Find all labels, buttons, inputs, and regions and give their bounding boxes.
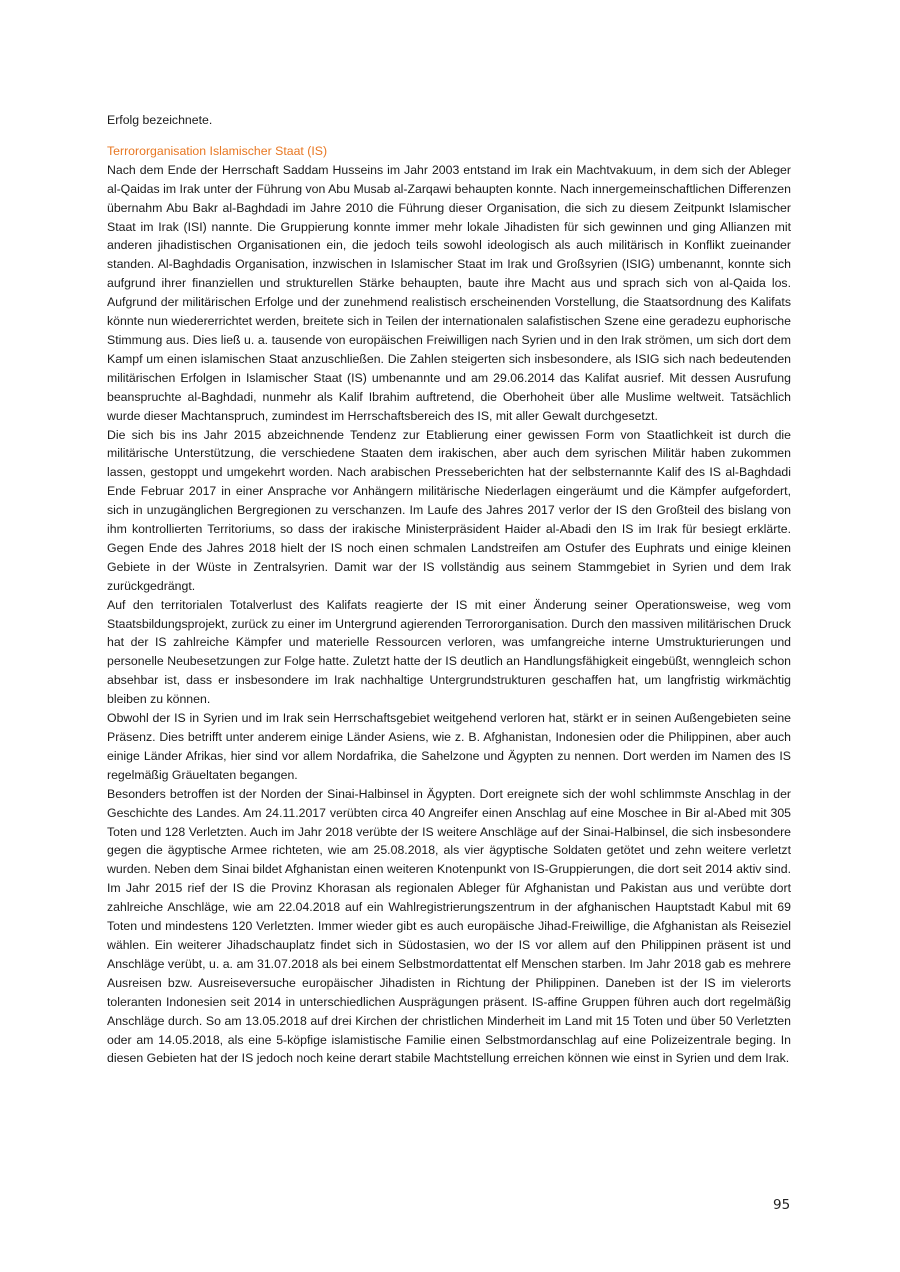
page-number: 95 [773, 1197, 791, 1213]
body-paragraph-3: Auf den territorialen Totalverlust des Kalifats reagierte der IS mit einer Änderung seiner Operationsweise, weg vom Staatsbildungsprojekt, zurück zu einer im Untergrund agierenden Terrororganisation. Durch den massiven militärischen Druck hat der IS zahlreiche Kämpfer und materielle Ressourcen verloren, was umfangreiche interne Umstrukturierungen und personelle Neubesetzungen zur Folge hatte. Zuletzt hatte der IS deutlich an Handlungsfähigkeit eingebüßt, wenngleich schon absehbar ist, dass er insbesondere im Irak nachhaltige Untergrundstrukturen geschaffen hat, um langfristig wirkmächtig bleiben zu können. [107, 597, 791, 707]
body-paragraph-1: Nach dem Ende der Herrschaft Saddam Husseins im Jahr 2003 entstand im Irak ein Machtvakuum, in dem sich der Ableger al-Qaidas im Irak unter der Führung von Abu Musab al-Zarqawi behaupten konnte. Nach innergemeinschaftlichen Differenzen übernahm Abu Bakr al-Baghdadi im Jahre 2010 die Führung dieser Organisation, die sich zu diesem Zeitpunkt Islamischer Staat im Irak (ISI) nannte. Die Gruppierung konnte immer mehr lokale Jihadisten für sich gewinnen und ging Allianzen mit anderen jihadistischen Organisationen ein, die jedoch teils sowohl ideologisch als auch militärisch in Konflikt zueinander standen. Al-Baghdadis Organisation, inzwischen in Islamischer Staat im Irak und Großsyrien (ISIG) umbenannt, konnte sich aufgrund ihrer finanziellen und strukturellen Stärke behaupten, baute ihre Macht aus und sprach sich von al-Qaida los. Aufgrund der militärischen Erfolge und der zunehmend realistisch erscheinenden Vorstellung, die Staatsordnung des Kalifats könnte nun wiedererrichtet werden, breitete sich in Teilen der internationalen salafistischen Szene eine geradezu euphorische Stimmung aus. Dies ließ u. a. tausende von europäischen Freiwilligen nach Syrien und in den Irak strömen, um sich dort dem Kampf um einen islamischen Staat anzuschließen. Die Zahlen steigerten sich insbesondere, als ISIG sich nach bedeutenden militärischen Erfolgen in Islamischer Staat (IS) umbenannte und am 29.06.2014 das Kalifat ausrief. Mit dessen Ausrufung beanspruchte al-Baghdadi, nunmehr als Kalif Ibrahim auftretend, die Oberhoheit über alle Muslime weltweit. Tatsächlich wurde dieser Machtanspruch, zumindest im Herrschaftsbereich des IS, mit aller Gewalt durchgesetzt. [107, 162, 791, 423]
document-page [107, 111, 791, 1068]
body-paragraph-5: Besonders betroffen ist der Norden der Sinai-Halbinsel in Ägypten. Dort ereignete sich der wohl schlimmste Anschlag in der Geschichte des Landes. Am 24.11.2017 verübten circa 40 Angreifer einen Anschlag auf eine Moschee in Bir al-Abed mit 305 Toten und 128 Verletzten. Auch im Jahr 2018 verübte der IS weitere Anschläge auf der Sinai-Halbinsel, die sich insbesondere gegen die ägyptische Armee richteten, wie am 25.08.2018, als vier ägyptische Soldaten getötet und zehn weitere verletzt wurden. Neben dem Sinai bildet Afghanistan einen weiteren Knotenpunkt von IS-Gruppierungen, die dort seit 2014 aktiv sind. Im Jahr 2015 rief der IS die Provinz Khorasan als regionalen Ableger für Afghanistan und Pakistan aus und verübte dort zahlreiche Anschläge, wie am 22.04.2018 auf ein Wahlregistrierungszentrum in der afghanischen Hauptstadt Kabul mit 69 Toten und mindestens 120 Verletzten. Immer wieder gibt es auch europäische Jihad-Freiwillige, die Afghanistan als Reiseziel wählen. Ein weiterer Jihadschauplatz findet sich in Südostasien, wo der IS vor allem auf den Philippinen präsent ist und Anschläge verübt, u. a. am 31.07.2018 als bei einem Selbstmordattentat elf Menschen starben. Im Jahr 2018 gab es mehrere Ausreisen bzw. Ausreiseversuche europäischer Jihadisten in Richtung der Philippinen. Daneben ist der IS im vielerorts toleranten Indonesien seit 2014 in unterschiedlichen Ausprägungen präsent. IS-affine Gruppen führen auch dort regelmäßig Anschläge durch. So am 13.05.2018 auf drei Kirchen der christlichen Minderheit im Land mit 15 Toten und über 50 Verletzten oder am 14.05.2018, als eine 5-köpfige islamistische Familie einen Selbstmordanschlag auf eine Polizeizentrale beging. In diesen Gebieten hat der IS jedoch noch keine derart stabile Machtstellung erreichen können wie einst in Syrien und dem Irak. [107, 786, 791, 1066]
body-paragraph-4: Obwohl der IS in Syrien und im Irak sein Herrschaftsgebiet weitgehend verloren hat, stärkt er in seinen Außengebieten seine Präsenz. Dies betrifft unter anderem einige Länder Asiens, wie z. B. Afghanistan, Indonesien oder die Philippinen, aber auch einige Länder Afrikas, hier sind vor allem Nordafrika, die Sahelzone und Ägypten zu nennen. Dort werden im Namen des IS regelmäßig Gräueltaten begangen. [107, 711, 791, 782]
section-heading: Terrororganisation Islamischer Staat (IS) [107, 143, 328, 158]
body-paragraph-2: Die sich bis ins Jahr 2015 abzeichnende Tendenz zur Etablierung einer gewissen Form von Staatlichkeit ist durch die militärische Unterstützung, die verschiedene Staaten dem irakischen, aber auch dem syrischen Militär haben zukommen lassen, gestoppt und umgekehrt worden. Nach arabischen Presseberichten hat der selbsternannte Kalif des IS al-Baghdadi Ende Februar 2017 in einer Ansprache vor Anhängern militärische Niederlagen eingeräumt und die Kämpfer aufgefordert, sich in unzugänglichen Bergregionen zu verschanzen. Im Laufe des Jahres 2017 verlor der IS den Großteil des bislang von ihm kontrollierten Territoriums, so dass der irakische Ministerpräsident Haider al-Abadi den IS im Irak für besiegt erklärte. Gegen Ende des Jahres 2018 hielt der IS noch einen schmalen Landstreifen am Ostufer des Euphrats und einige kleinen Gebiete in der Wüste in Zentralsyrien. Damit war der IS vollständig aus seinem Stammgebiet in Syrien und dem Irak zurückgedrängt. [107, 427, 791, 593]
intro-line: Erfolg bezeichnete. [107, 113, 213, 127]
spacer [107, 130, 791, 142]
